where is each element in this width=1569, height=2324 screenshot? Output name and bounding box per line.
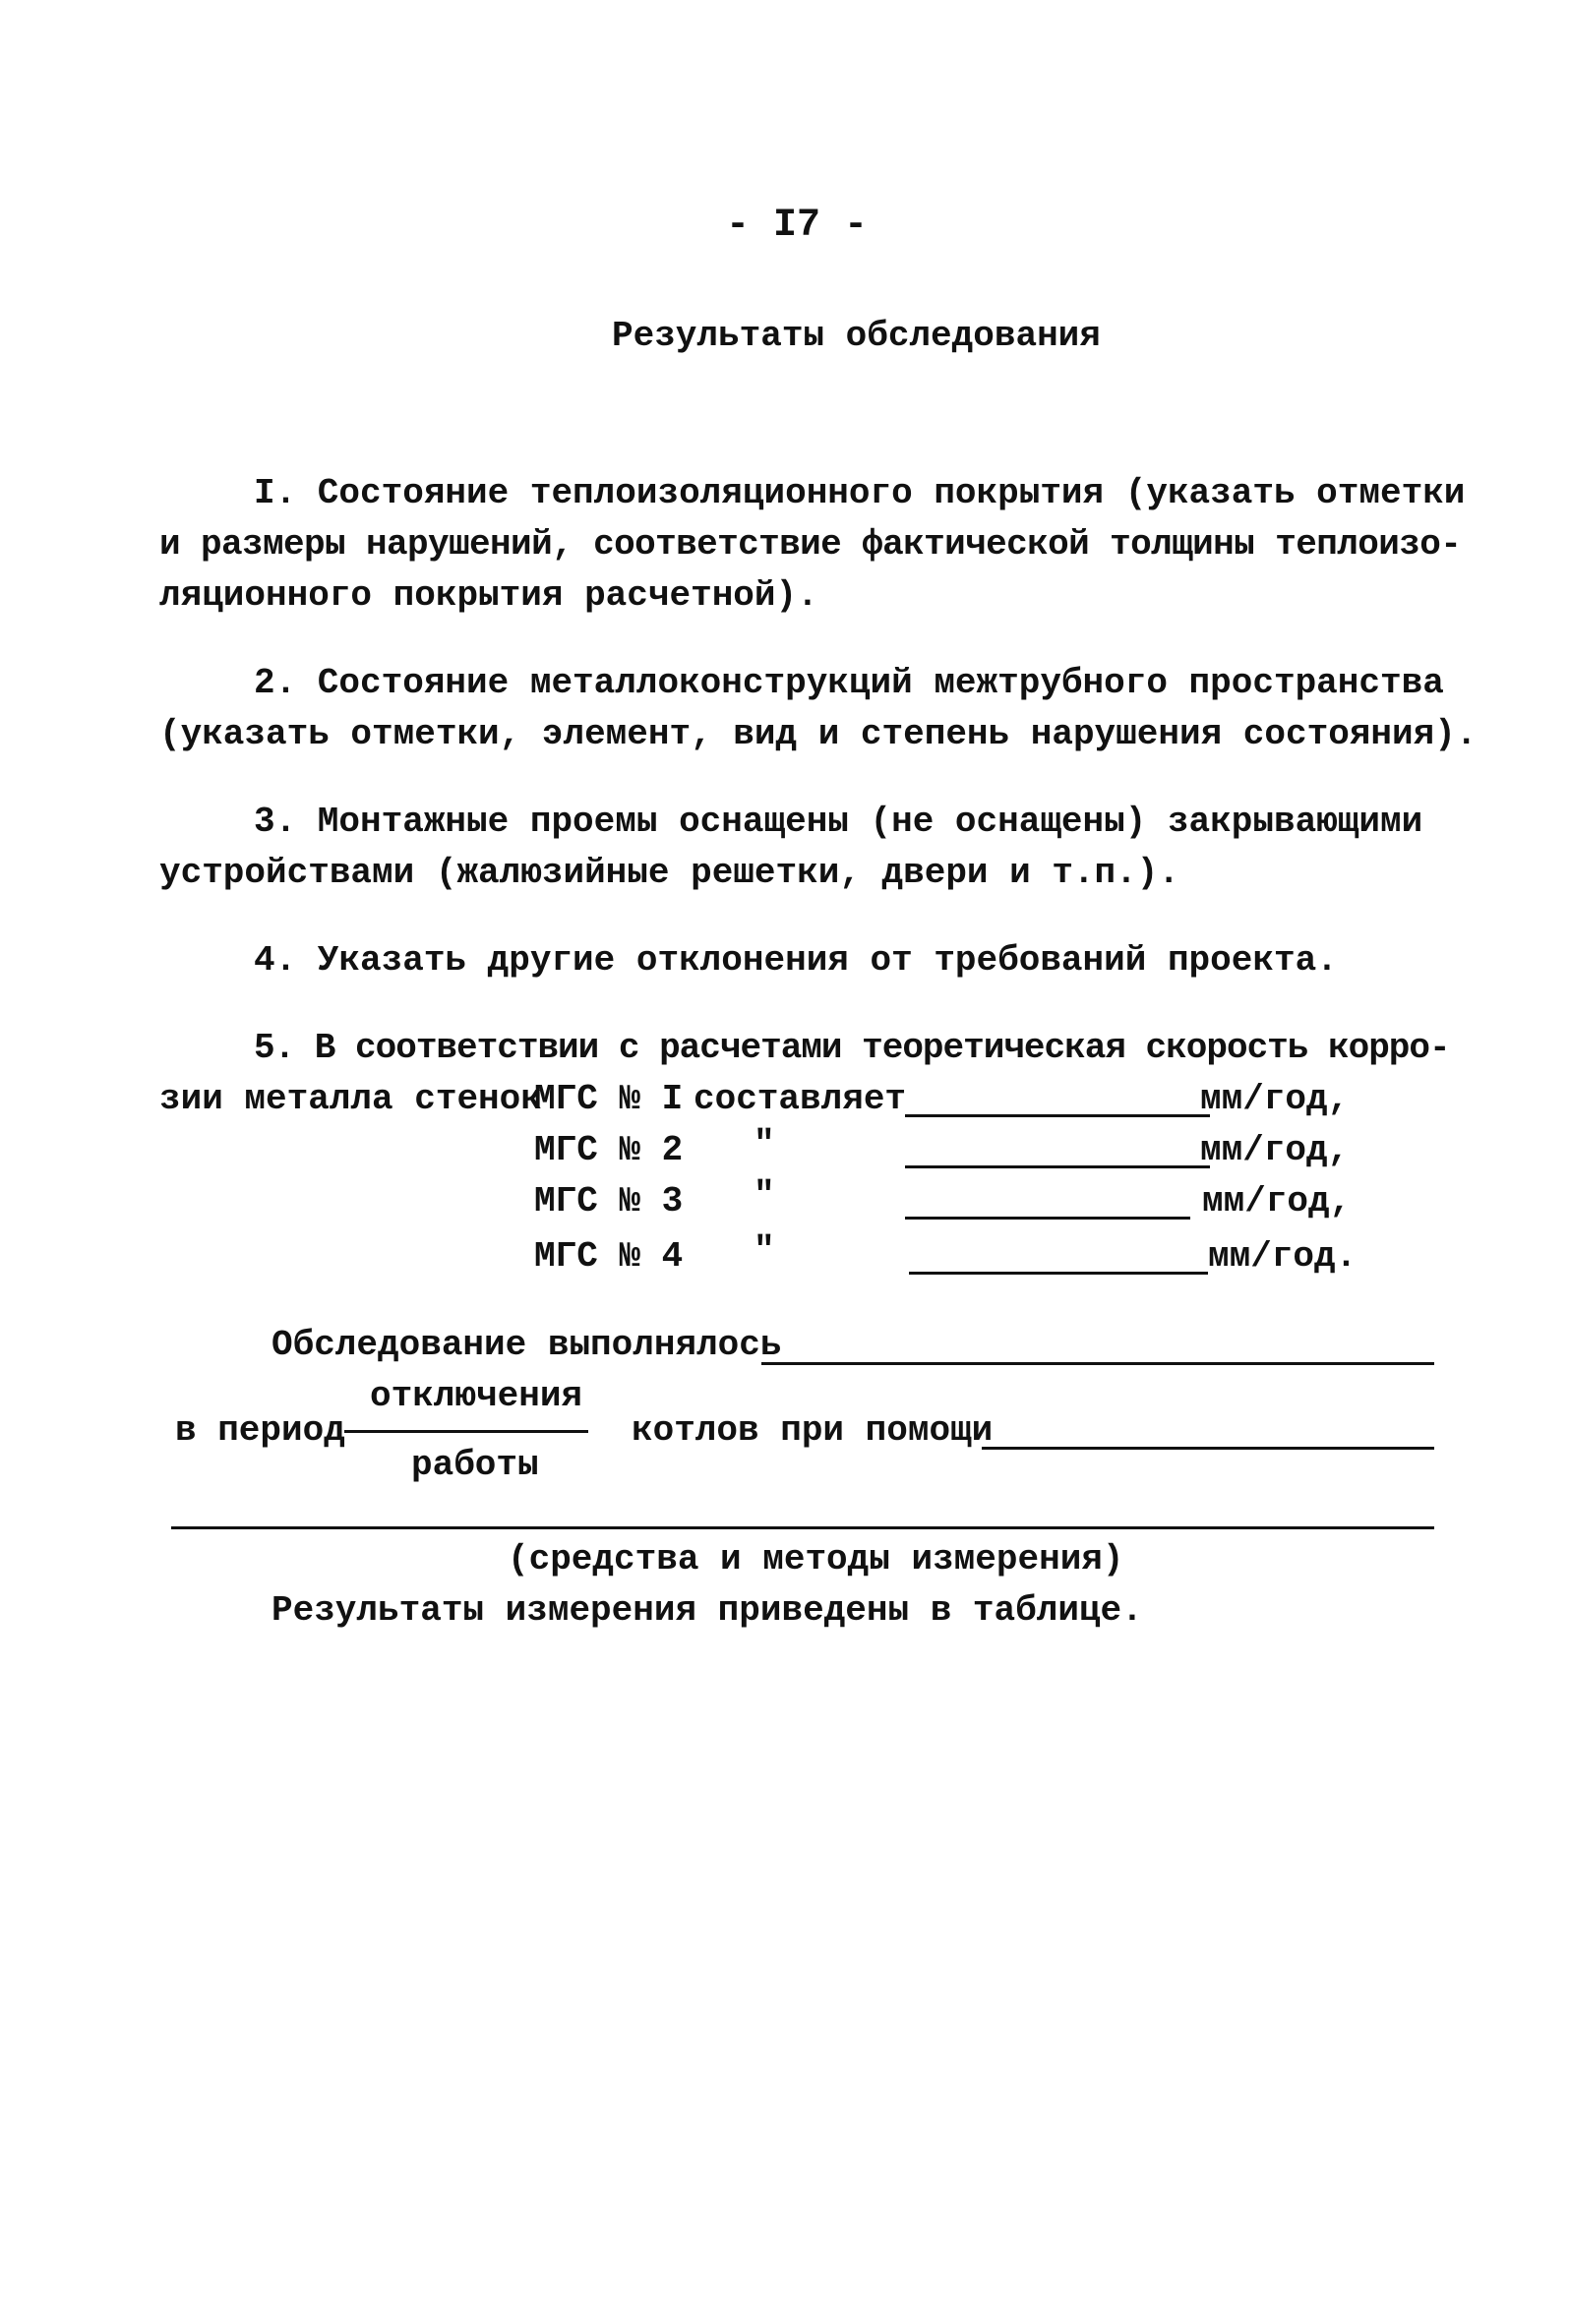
item-3-line-2: устройствами (жалюзийные решетки, двери и т.п.). — [159, 853, 1179, 893]
survey-performed-blank — [761, 1362, 1434, 1365]
item-1-line-1: I. Состояние теплоизоляционного покрытия (указать отметки — [254, 473, 1466, 513]
mgs-1-verb: составляет — [694, 1079, 907, 1119]
item-2-line-2: (указать отметки, элемент, вид и степень нарушения состояния). — [159, 714, 1478, 754]
page-title: Результаты обследования — [612, 316, 1101, 356]
item-1-line-2: и размеры нарушений, соответствие фактической толщины теплоизо- — [159, 524, 1462, 565]
item-5-line-1: 5. В соответствии с расчетами теоретическая скорость корро- — [254, 1028, 1450, 1068]
mgs-3-unit: мм/год, — [1202, 1181, 1352, 1222]
mgs-1-blank — [905, 1114, 1210, 1117]
mgs-2-ditto: " — [754, 1124, 775, 1164]
mgs-2-blank — [905, 1165, 1210, 1168]
period-fraction-numerator: отключения — [370, 1376, 583, 1416]
boilers-label: котлов при помощи — [632, 1410, 994, 1451]
page-number: - I7 - — [726, 204, 869, 248]
mgs-4-label: МГС № 4 — [534, 1236, 684, 1277]
survey-performed-label: Обследование выполнялось — [272, 1325, 782, 1365]
mgs-1-label: МГС № I — [534, 1079, 684, 1119]
mgs-2-unit: мм/год, — [1200, 1130, 1350, 1170]
mgs-1-unit: мм/год, — [1200, 1079, 1350, 1119]
results-note: Результаты измерения приведены в таблице. — [272, 1590, 1143, 1631]
measurement-means-line — [171, 1526, 1434, 1529]
mgs-3-label: МГС № 3 — [534, 1181, 684, 1222]
measurement-means-caption: (средства и методы измерения) — [508, 1539, 1124, 1579]
period-fraction-bar — [344, 1430, 588, 1433]
item-3-line-1: 3. Монтажные проемы оснащены (не оснащены) закрывающими — [254, 802, 1423, 842]
mgs-3-ditto: " — [754, 1175, 775, 1216]
mgs-4-unit: мм/год. — [1208, 1236, 1358, 1277]
item-4-line-1: 4. Указать другие отклонения от требований проекта. — [254, 940, 1338, 981]
mgs-4-ditto: " — [754, 1230, 775, 1271]
period-fraction-denominator: работы — [411, 1445, 539, 1485]
mgs-4-blank — [909, 1272, 1208, 1275]
period-prefix: в период — [175, 1410, 345, 1451]
measurement-means-blank — [982, 1447, 1434, 1450]
mgs-2-label: МГС № 2 — [534, 1130, 684, 1170]
mgs-3-blank — [905, 1217, 1190, 1220]
item-1-line-3: ляционного покрытия расчетной). — [159, 575, 818, 616]
item-2-line-1: 2. Состояние металлоконструкций межтрубного пространства — [254, 663, 1444, 703]
item-5-lead: зии металла стенок — [159, 1079, 542, 1119]
